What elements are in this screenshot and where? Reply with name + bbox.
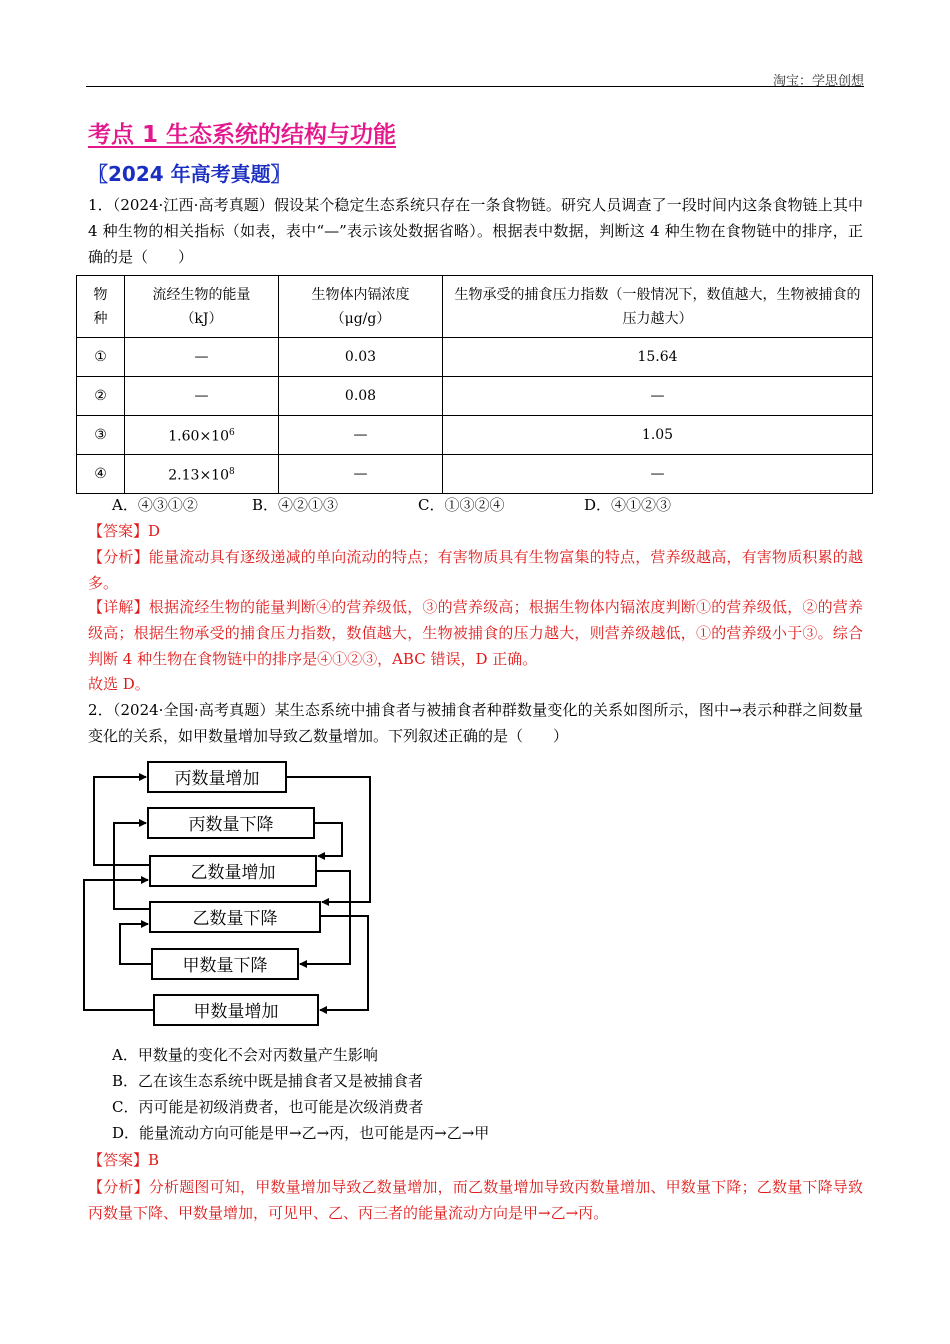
q2-option-c: C．丙可能是初级消费者，也可能是次级消费者 bbox=[112, 1098, 424, 1116]
arrow-bing-dec-to-yi-inc bbox=[314, 823, 342, 856]
q1-detail: 【详解】根据流经生物的能量判断④的营养级低，③的营养级高；根据生物体内镉浓度判断①的营养级低，②的营养级高；根据生物承受的捕食压力指数，数值越大，生物被捕食的压力越大，则营养级越低，①的营养级小于③。综合判断 4 种生物在食物链中的排序是④①②③，ABC 错误，D 正确。 bbox=[88, 598, 863, 668]
table-cell: ① bbox=[77, 338, 125, 377]
table-row bbox=[77, 338, 873, 377]
table-cell: — bbox=[443, 455, 873, 494]
table-cell: 0.08 bbox=[279, 377, 443, 416]
q2-option-d: D．能量流动方向可能是甲→乙→丙，也可能是丙→乙→甲 bbox=[112, 1124, 490, 1142]
energy-value: 1.60×10 bbox=[168, 428, 229, 445]
q1-conclusion: 故选 D。 bbox=[88, 675, 150, 693]
table-header-row bbox=[77, 276, 873, 338]
diagram-label: 丙数量增加 bbox=[174, 769, 260, 789]
q1-analysis: 【分析】能量流动具有逐级递减的单向流动的特点；有害物质具有生物富集的特点，营养级越高，有害物质积累的越多。 bbox=[88, 548, 863, 592]
table-cell bbox=[125, 416, 279, 455]
q2-answer: 【答案】B bbox=[88, 1151, 160, 1169]
table-cell: — bbox=[125, 377, 279, 416]
population-diagram bbox=[80, 752, 390, 1032]
table-row bbox=[77, 377, 873, 416]
diagram-label: 乙数量增加 bbox=[190, 863, 276, 883]
table-cell: ④ bbox=[77, 455, 125, 494]
q1-stem: 1．（2024·江西·高考真题）假设某个稳定生态系统只存在一条食物链。研究人员调查了一段时间内这条食物链上其中 4 种生物的相关指标（如表，表中“—”表示该处数据省略）。根据表中数据，判断这 4 种生物在食物链中的排序，正确的是（ ） bbox=[88, 196, 863, 266]
energy-exponent: 8 bbox=[228, 467, 235, 478]
table-cell: — bbox=[279, 455, 443, 494]
header-rule bbox=[86, 86, 864, 87]
q2-analysis: 【分析】分析题图可知，甲数量增加导致乙数量增加，而乙数量增加导致丙数量增加、甲数量下降；乙数量下降导致丙数量下降、甲数量增加，可见甲、乙、丙三者的能量流动方向是甲→乙→丙。 bbox=[88, 1178, 863, 1222]
q1-option-d: D．④①②③ bbox=[584, 496, 672, 514]
q1-option-c: C．①③②④ bbox=[418, 496, 505, 514]
table-header-cell: 生物承受的捕食压力指数（一般情况下，数值越大，生物被捕食的压力越大） bbox=[443, 276, 873, 338]
table-cell: 15.64 bbox=[443, 338, 873, 377]
table-cell: 1.05 bbox=[443, 416, 873, 455]
table-header-cell: 流经生物的能量（kJ） bbox=[125, 276, 279, 338]
q1-option-b: B．④②①③ bbox=[252, 496, 339, 514]
diagram-label: 丙数量下降 bbox=[188, 815, 274, 835]
q2-option-a: A．甲数量的变化不会对丙数量产生影响 bbox=[112, 1046, 378, 1064]
table-cell: — bbox=[125, 338, 279, 377]
q1-option-a: A．④③①② bbox=[112, 496, 198, 514]
q1-table bbox=[76, 275, 873, 494]
q1-options bbox=[112, 492, 671, 518]
q2-stem: 2．（2024·全国·高考真题）某生态系统中捕食者与被捕食者种群数量变化的关系如图所示，图中→表示种群之间数量变化的关系，如甲数量增加导致乙数量增加。下列叙述正确的是（ ） bbox=[88, 701, 863, 745]
table-row bbox=[77, 455, 873, 494]
table-cell: 0.03 bbox=[279, 338, 443, 377]
q2-option-b: B．乙在该生态系统中既是捕食者又是被捕食者 bbox=[112, 1072, 424, 1090]
table-header-cell: 物种 bbox=[77, 276, 125, 338]
energy-value: 2.13×10 bbox=[168, 467, 229, 484]
q1-answer: 【答案】D bbox=[88, 522, 161, 540]
table-cell: — bbox=[279, 416, 443, 455]
section-subtitle: 〖2024 年高考真题〗 bbox=[88, 162, 291, 186]
section-title: 考点 1 生态系统的结构与功能 bbox=[88, 122, 397, 148]
diagram-label: 甲数量增加 bbox=[193, 1002, 279, 1022]
arrow-jia-dec-to-yi-dec bbox=[120, 924, 152, 964]
arrow-yi-inc-to-bing-inc bbox=[94, 777, 150, 865]
diagram-label: 甲数量下降 bbox=[182, 956, 268, 976]
table-cell: ② bbox=[77, 377, 125, 416]
diagram-label: 乙数量下降 bbox=[192, 909, 278, 929]
table-header-cell: 生物体内镉浓度（μg/g） bbox=[279, 276, 443, 338]
table-cell: — bbox=[443, 377, 873, 416]
page-header: 淘宝：学思创想 bbox=[772, 74, 864, 89]
table-cell: ③ bbox=[77, 416, 125, 455]
table-row bbox=[77, 416, 873, 455]
energy-exponent: 6 bbox=[228, 428, 235, 439]
table-cell bbox=[125, 455, 279, 494]
